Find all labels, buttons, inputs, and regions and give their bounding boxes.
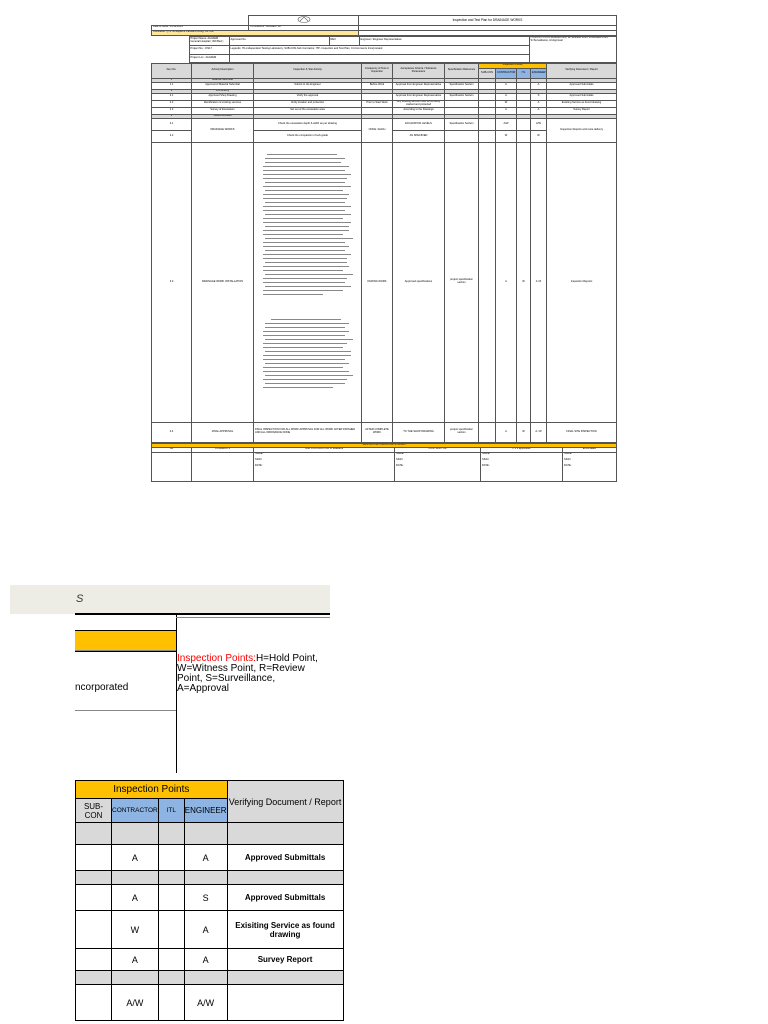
sign-contractor: NAME: SIGN: DATE:: [395, 452, 481, 481]
col-spec: Specification Reference: [445, 63, 479, 78]
col-inspection-points: Inspection Points: [479, 63, 547, 68]
col-itl: ITL: [517, 68, 531, 78]
doc-subtitle: ITP/DW/001 · Revision: 00: [249, 25, 359, 30]
zoom-contractor-band: [75, 630, 176, 652]
col-verifying: Verifying Document / Report: [547, 63, 617, 78]
thumb-rows: [152, 78, 617, 118]
itp-row: 1.1 Approval of Material Submittal Submit to the Engineer Before Work Approval from Engineer Representative Specification Section A A Approved Submittals: [152, 82, 617, 89]
zoom-col-engineer: ENGINEER: [184, 799, 227, 823]
col-inspection: Inspection & Test Activity: [254, 63, 362, 78]
project-no: Project No.: CIS17: [189, 45, 229, 54]
legend-text: Legends: ITL-Independent Testing Laboratory, SUB-CON-Sub Contractor, ITP- Inspection and Test Plan, CI-Comments Incorporated: [229, 45, 529, 54]
sign-engineer: NAME: SIGN: DATE:: [563, 452, 617, 481]
final-approval: FINAL APPROVAL: [192, 422, 254, 442]
itp-row: 2.1 Approved Shop Drawing Verify the approval Approval from Engineer Representative Specification Section A S Approved Submittals: [152, 93, 617, 100]
zoom-inspection-table: [75, 780, 344, 1021]
contractor-name: Contractor: Q.S. Al-Sayed & Partners Contg. Co. Ltd.: [152, 30, 359, 35]
itp-row: 3 Works Activities: [152, 114, 617, 118]
project-name: Project Name: ALDAEM General Hospital ( 300 Bed ): [189, 36, 229, 45]
zoom-row: [76, 823, 344, 845]
zoom-col-contractor: CONTRACTOR: [112, 799, 159, 823]
zoom-row: A A Survey Report: [76, 949, 344, 971]
col-contractor: CONTRACTOR: [496, 68, 517, 78]
legend-box: Inspection Points:H=Hold Point, W=Witness Point, R=Review Point, S=Surveillance, A=Approval: [529, 36, 616, 62]
zoom-row: [76, 971, 344, 985]
zoom-legend: Inspection Points:H=Hold Point, W=Witness Point, R=Review Point, S=Surveillance, A=Approval: [177, 653, 318, 694]
engineer-rep: Engineer / Engineer Representative: [359, 36, 529, 45]
zoom-row: A S Approved Submittals: [76, 885, 344, 911]
col-activity: Activity Description: [192, 63, 254, 78]
zoom-rows: [76, 823, 344, 1021]
header-table: [151, 15, 617, 36]
col-item-no: Item No.: [152, 63, 192, 78]
zoom-rule: [176, 617, 330, 618]
zoom-row: [76, 871, 344, 885]
zoom-rule: [75, 650, 176, 651]
zoom-verify-header: Verifying Document / Report: [227, 781, 343, 823]
itp-row: 2.3 Survey of Excavation Set out of the excavation area According to the Drawings A A Survey Report: [152, 107, 617, 114]
doc-title: Inspection and Test Plan for DRAINAGE WORKS: [359, 16, 617, 26]
signoff-bar: SIGN OFF FOR COMPLETION OF WORKS: [152, 443, 617, 447]
zoom-row: W A Exisiting Service as found drawing: [76, 911, 344, 949]
dense-text-lines: [257, 149, 359, 414]
col-engineer: ENGINEER: [531, 68, 547, 78]
col-frequency: Frequency of Test or Inspection: [362, 63, 393, 78]
sign-subcon: NAME: SIGN: DATE:: [254, 452, 395, 481]
project-loc: Project Loc.: ALDAEM: [189, 54, 229, 62]
zoom-col-itl: ITL: [158, 799, 184, 823]
signoff-table: SIGN OFF FOR COMPLETION OF WORKS SN COMMENTS SUB CONTRACTOR IF available CONTRACTOR ITL if applicable ENGINEER NAME: SIGN: DATE: NAME: SIGN: DATE: NAME: SIGN: DATE: NAME: SIGN: DATE:: [151, 443, 617, 482]
itp-row: 2 Pre-Activity: [152, 89, 617, 93]
zoom-rule: [75, 613, 330, 615]
zoom-rule: [75, 710, 176, 711]
zoom-incorporated: ncorporated: [75, 682, 129, 693]
drainage-works: DRAINAGE WORKS: [192, 118, 254, 142]
zoom-row: A A Approved Submittals: [76, 845, 344, 871]
zoom-title-band: S: [10, 585, 330, 614]
rev-label: REV.: [329, 36, 359, 45]
zoom-row: A/W A/W: [76, 985, 344, 1021]
sign-itl: NAME: SIGN: DATE:: [481, 452, 563, 481]
zoom-ip-title: Inspection Points: [76, 781, 228, 799]
date-of-issue: Date of issue: 15-12-2019: [152, 25, 249, 30]
company-logo: [249, 16, 359, 26]
itp-page-thumbnail: [151, 15, 616, 529]
itp-row: 1 Material Submittal: [152, 78, 617, 82]
col-subcon: SUB-CON: [479, 68, 496, 78]
zoom-col-subcon: SUB-CON: [76, 799, 112, 823]
logo-icon: [297, 16, 311, 23]
itp-table: Item No. Activity Description Inspection & Test Activity Frequency of Test or Inspection Acceptance Criteria / Tolerance Parameters Specification Reference Inspection Points Verifying Document / Report SUB-CON CONTRACTOR ITL ENGINEER 1 Material Submittal 1.1 Approval of Material Submittal Submit to the Engineer Before Work Approval from Engineer Representative Specification Section A A Approved Submittals 2 Pre-Activity 2.1 Approved Shop Drawing Verify the approval Approval from Engineer Representative Specification Section A S Approved Submittals 2.2 Identification of existing services Verify location and protection Prior to Start Work Any existing service must be correctly marked and protected W A Exisiting Service as found drawing 2.3 Survey of Excavation Set out of the excavation area According to the Drawings A A Survey Report 3 Works Activities 3.1 DRAINAGE WORKS Check the excavation depth & width as per drawing ONCE / EACH EXCAVATION LEVELS Specification Section A/W A/W Inspection Reports and route delivery 3.2 Check the compaction of sub-grade AS SPECIFIED W W 3.3 DRAINAGE WORK INSTALLATION DURING WORK Approved specifications project specification section A W A / R Inspection Reports 3.4 FINAL APPROVAL FINAL INSPECTION FOR ALL WORK APPROVAL FOR ALL WORK AFTER FINISHED AND ALL ORDINANCE DONE AFTER COMPLETE WORK TO THE SHOP DRAWING project specification section A W A / W FINAL SITE INSPECTION: [151, 63, 617, 443]
itp-row: 2.2 Identification of existing services Verify location and protection Prior to Start Work Any existing service must be correctly marked and protected W A Exisiting Service as found drawing: [152, 100, 617, 107]
installation-notes: [254, 142, 362, 422]
approved-no: Approved No.: [229, 36, 329, 45]
col-acceptance: Acceptance Criteria / Tolerance Parameters: [393, 63, 445, 78]
installation-desc: DRAINAGE WORK INSTALLATION: [192, 142, 254, 422]
project-info-table: [151, 36, 617, 63]
